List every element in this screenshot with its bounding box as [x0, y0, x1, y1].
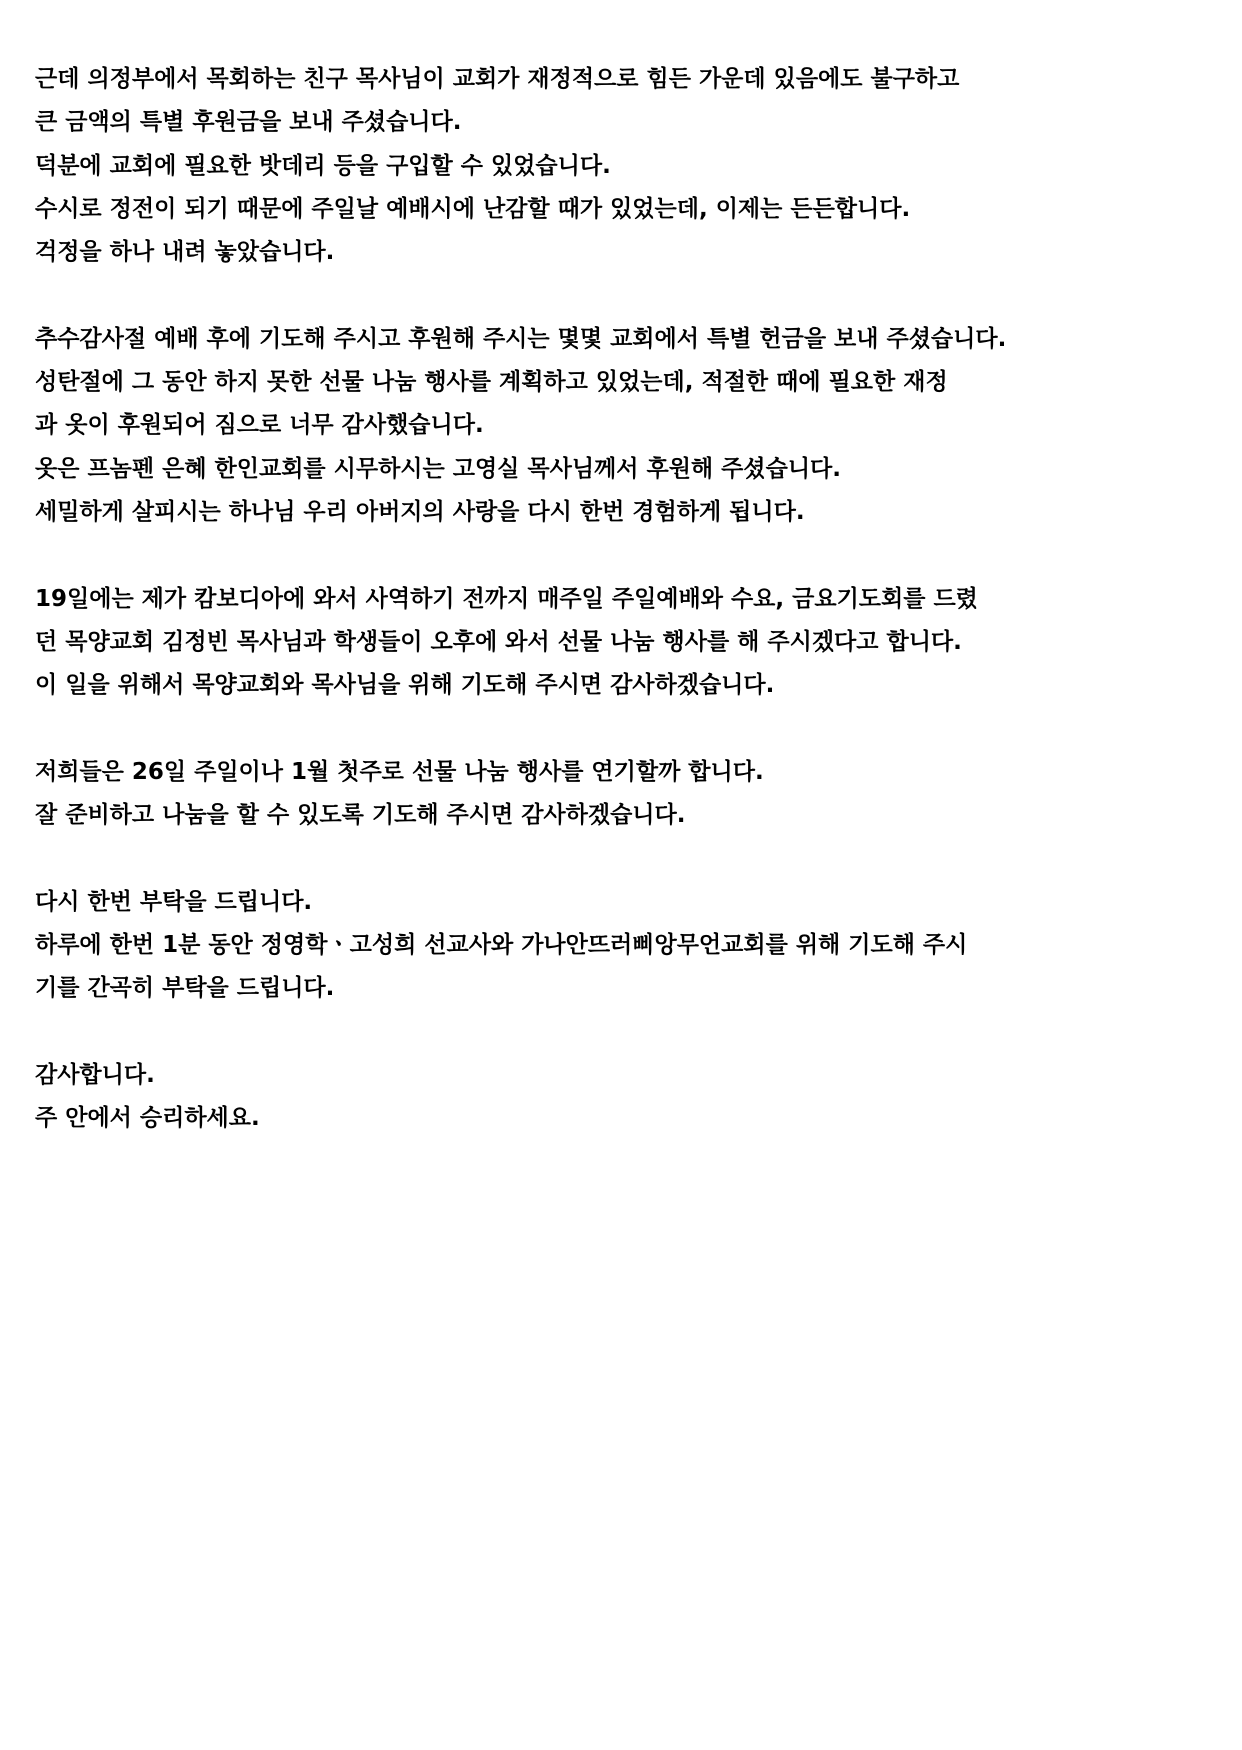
text-line: 기를 간곡히 부탁을 드립니다.: [35, 975, 335, 1002]
text-line: 성탄절에 그 동안 하지 못한 선물 나눔 행사를 계획하고 있었는데, 적절한 때에 필요한 재정: [35, 369, 948, 396]
text-line: 걱정을 하나 내려 놓았습니다.: [35, 239, 335, 266]
letter-body: [35, 58, 1175, 1184]
paragraph-thanksgiving-offering: [35, 318, 1175, 534]
text-line: 이 일을 위해서 목양교회와 목사님을 위해 기도해 주시면 감사하겠습니다.: [35, 672, 775, 699]
paragraph-postpone-event: [35, 751, 1175, 838]
text-line: 추수감사절 예배 후에 기도해 주시고 후원해 주시는 몇몇 교회에서 특별 헌금을 보내 주셨습니다.: [35, 325, 1007, 352]
text-line: 큰 금액의 특별 후원금을 보내 주셨습니다.: [35, 109, 462, 136]
paragraph-prayer-request: [35, 881, 1175, 1011]
text-line: 다시 한번 부탁을 드립니다.: [35, 888, 313, 915]
text-line: 저희들은 26일 주일이나 1월 첫주로 선물 나눔 행사를 연기할까 합니다.: [35, 758, 764, 785]
text-line: 과 옷이 후원되어 짐으로 너무 감사했습니다.: [35, 412, 484, 439]
text-line: 하루에 한번 1분 동안 정영학ㆍ고성희 선교사와 가나안뜨러삐앙무언교회를 위해 기도해 주시: [35, 931, 968, 958]
text-line: 옷은 프놈펜 은혜 한인교회를 시무하시는 고영실 목사님께서 후원해 주셨습니다.: [35, 455, 841, 482]
text-line: 던 목양교회 김정빈 목사님과 학생들이 오후에 와서 선물 나눔 행사를 해 주시겠다고 합니다.: [35, 628, 962, 655]
text-line: 덕분에 교회에 필요한 밧데리 등을 구입할 수 있었습니다.: [35, 152, 611, 179]
paragraph-battery-donation: [35, 58, 1175, 274]
text-line: 근데 의정부에서 목회하는 친구 목사님이 교회가 재정적으로 힘든 가운데 있음에도 불구하고: [35, 66, 960, 92]
text-line: 세밀하게 살피시는 하나님 우리 아버지의 사랑을 다시 한번 경험하게 됩니다.: [35, 498, 805, 525]
text-line: 수시로 정전이 되기 때문에 주일날 예배시에 난감할 때가 있었는데, 이제는 든든합니다.: [35, 195, 911, 222]
paragraph-closing: [35, 1054, 1175, 1141]
text-line: 감사합니다.: [35, 1061, 155, 1088]
text-line: 19일에는 제가 캄보디아에 와서 사역하기 전까지 매주일 주일예배와 수요, 금요기도회를 드렸: [35, 585, 978, 612]
paragraph-gift-event: [35, 578, 1175, 708]
text-line: 잘 준비하고 나눔을 할 수 있도록 기도해 주시면 감사하겠습니다.: [35, 802, 686, 829]
text-line: 주 안에서 승리하세요.: [35, 1105, 260, 1132]
